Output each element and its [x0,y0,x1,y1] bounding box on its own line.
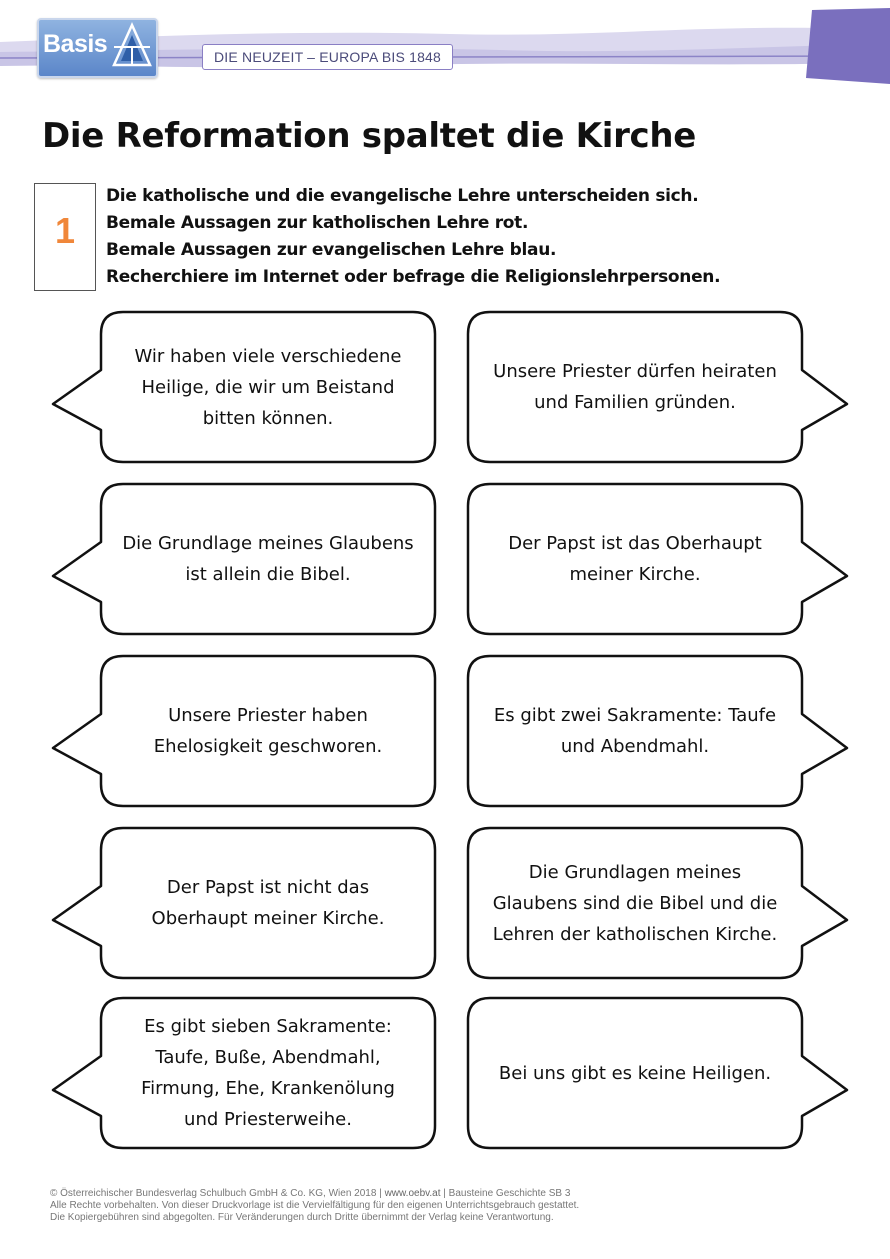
statement-line: Wir haben viele verschiedene [134,345,402,367]
statement-line: Firmung, Ehe, Krankenölung [141,1078,395,1099]
chapter-label: DIE NEUZEIT – EUROPA BIS 1848 [202,44,453,70]
publisher-link[interactable]: www.oebv.at [384,1188,441,1199]
statement-line: Die Grundlage meines Glaubens [122,533,414,554]
speech-bubble[interactable] [101,484,435,634]
statement-text [120,528,416,590]
speech-bubble[interactable] [101,828,435,978]
statement-line: und Familien gründen. [534,392,736,413]
footer-rights: Alle Rechte vorbehalten. Von dieser Druckvorlage ist die Vervielfältigung für den eigenen Unterrichtsgebrauch gestattet. [50,1200,580,1211]
statement-line: Bei uns gibt es keine Heiligen. [498,1062,772,1084]
speech-bubble[interactable] [468,828,802,978]
statement-line: und Abendmahl. [560,736,710,757]
instruction-line: Bemale Aussagen zur evangelischen Lehre blau. [106,240,557,260]
statement-text [487,857,783,950]
statement-text [487,356,783,418]
page-title: Die Reformation spaltet die Kirche [42,116,697,156]
statement-line: Oberhaupt meiner Kirche. [151,908,385,929]
basis-logo [37,18,158,78]
instruction-line: Bemale Aussagen zur katholischen Lehre rot. [106,213,529,233]
statement-line: Heilige, die wir um Beistand [141,376,395,398]
statement-line: ist allein die Bibel. [185,564,351,585]
statement-text [120,1011,416,1135]
statement-text [487,700,783,762]
footer-line-1 [50,1188,840,1200]
task-number: 1 [54,210,76,251]
statement-line: meiner Kirche. [569,564,701,585]
statement-line: Unsere Priester haben [168,705,368,726]
statement-line: Der Papst ist nicht das [166,877,370,898]
statement-line: Ehelosigkeit geschworen. [153,736,383,757]
speech-bubble[interactable] [468,484,802,634]
statement-line: Taufe, Buße, Abendmahl, [155,1047,381,1068]
instruction-line: Die katholische und die evangelische Lehre unterscheiden sich. [106,186,699,206]
speech-bubble[interactable] [101,656,435,806]
speech-bubble[interactable] [468,312,802,462]
speech-bubble[interactable] [468,998,802,1148]
speech-bubble[interactable] [468,656,802,806]
instruction-line: Recherchiere im Internet oder befrage die Religionslehrpersonen. [106,267,721,287]
footer-fees: Die Kopiergebühren sind abgegolten. Für Veränderungen durch Dritte übernimmt der Verlag keine Verantwortung. [50,1212,554,1223]
speech-bubble[interactable] [101,998,435,1148]
task-instructions [106,183,866,291]
page-header [0,0,890,100]
statement-line: Glaubens sind die Bibel und die [492,892,778,914]
footer-book: | Bausteine Geschichte SB 3 [440,1188,571,1199]
statement-line: Lehren der katholischen Kirche. [492,923,778,945]
footer [50,1188,840,1224]
triangle-logo-icon [110,21,154,71]
statement-text [120,700,416,762]
statement-text [120,872,416,934]
statement-line: und Priesterweihe. [184,1109,352,1130]
statement-text [120,341,416,434]
speech-bubble[interactable] [101,312,435,462]
statement-line: bitten können. [202,407,334,429]
task-number-box [34,183,96,291]
statement-line: Die Grundlagen meines [528,861,742,883]
logo-text: Basis [43,30,108,58]
statement-text [487,1058,783,1089]
statement-line: Es gibt sieben Sakramente: [144,1016,392,1037]
statement-line: Der Papst ist das Oberhaupt [508,533,762,554]
statement-line: Unsere Priester dürfen heiraten [493,361,777,382]
footer-copyright: © Österreichischer Bundesverlag Schulbuch GmbH & Co. KG, Wien 2018 | [50,1188,385,1199]
statement-line: Es gibt zwei Sakramente: Taufe [493,705,777,726]
statement-text [487,528,783,590]
